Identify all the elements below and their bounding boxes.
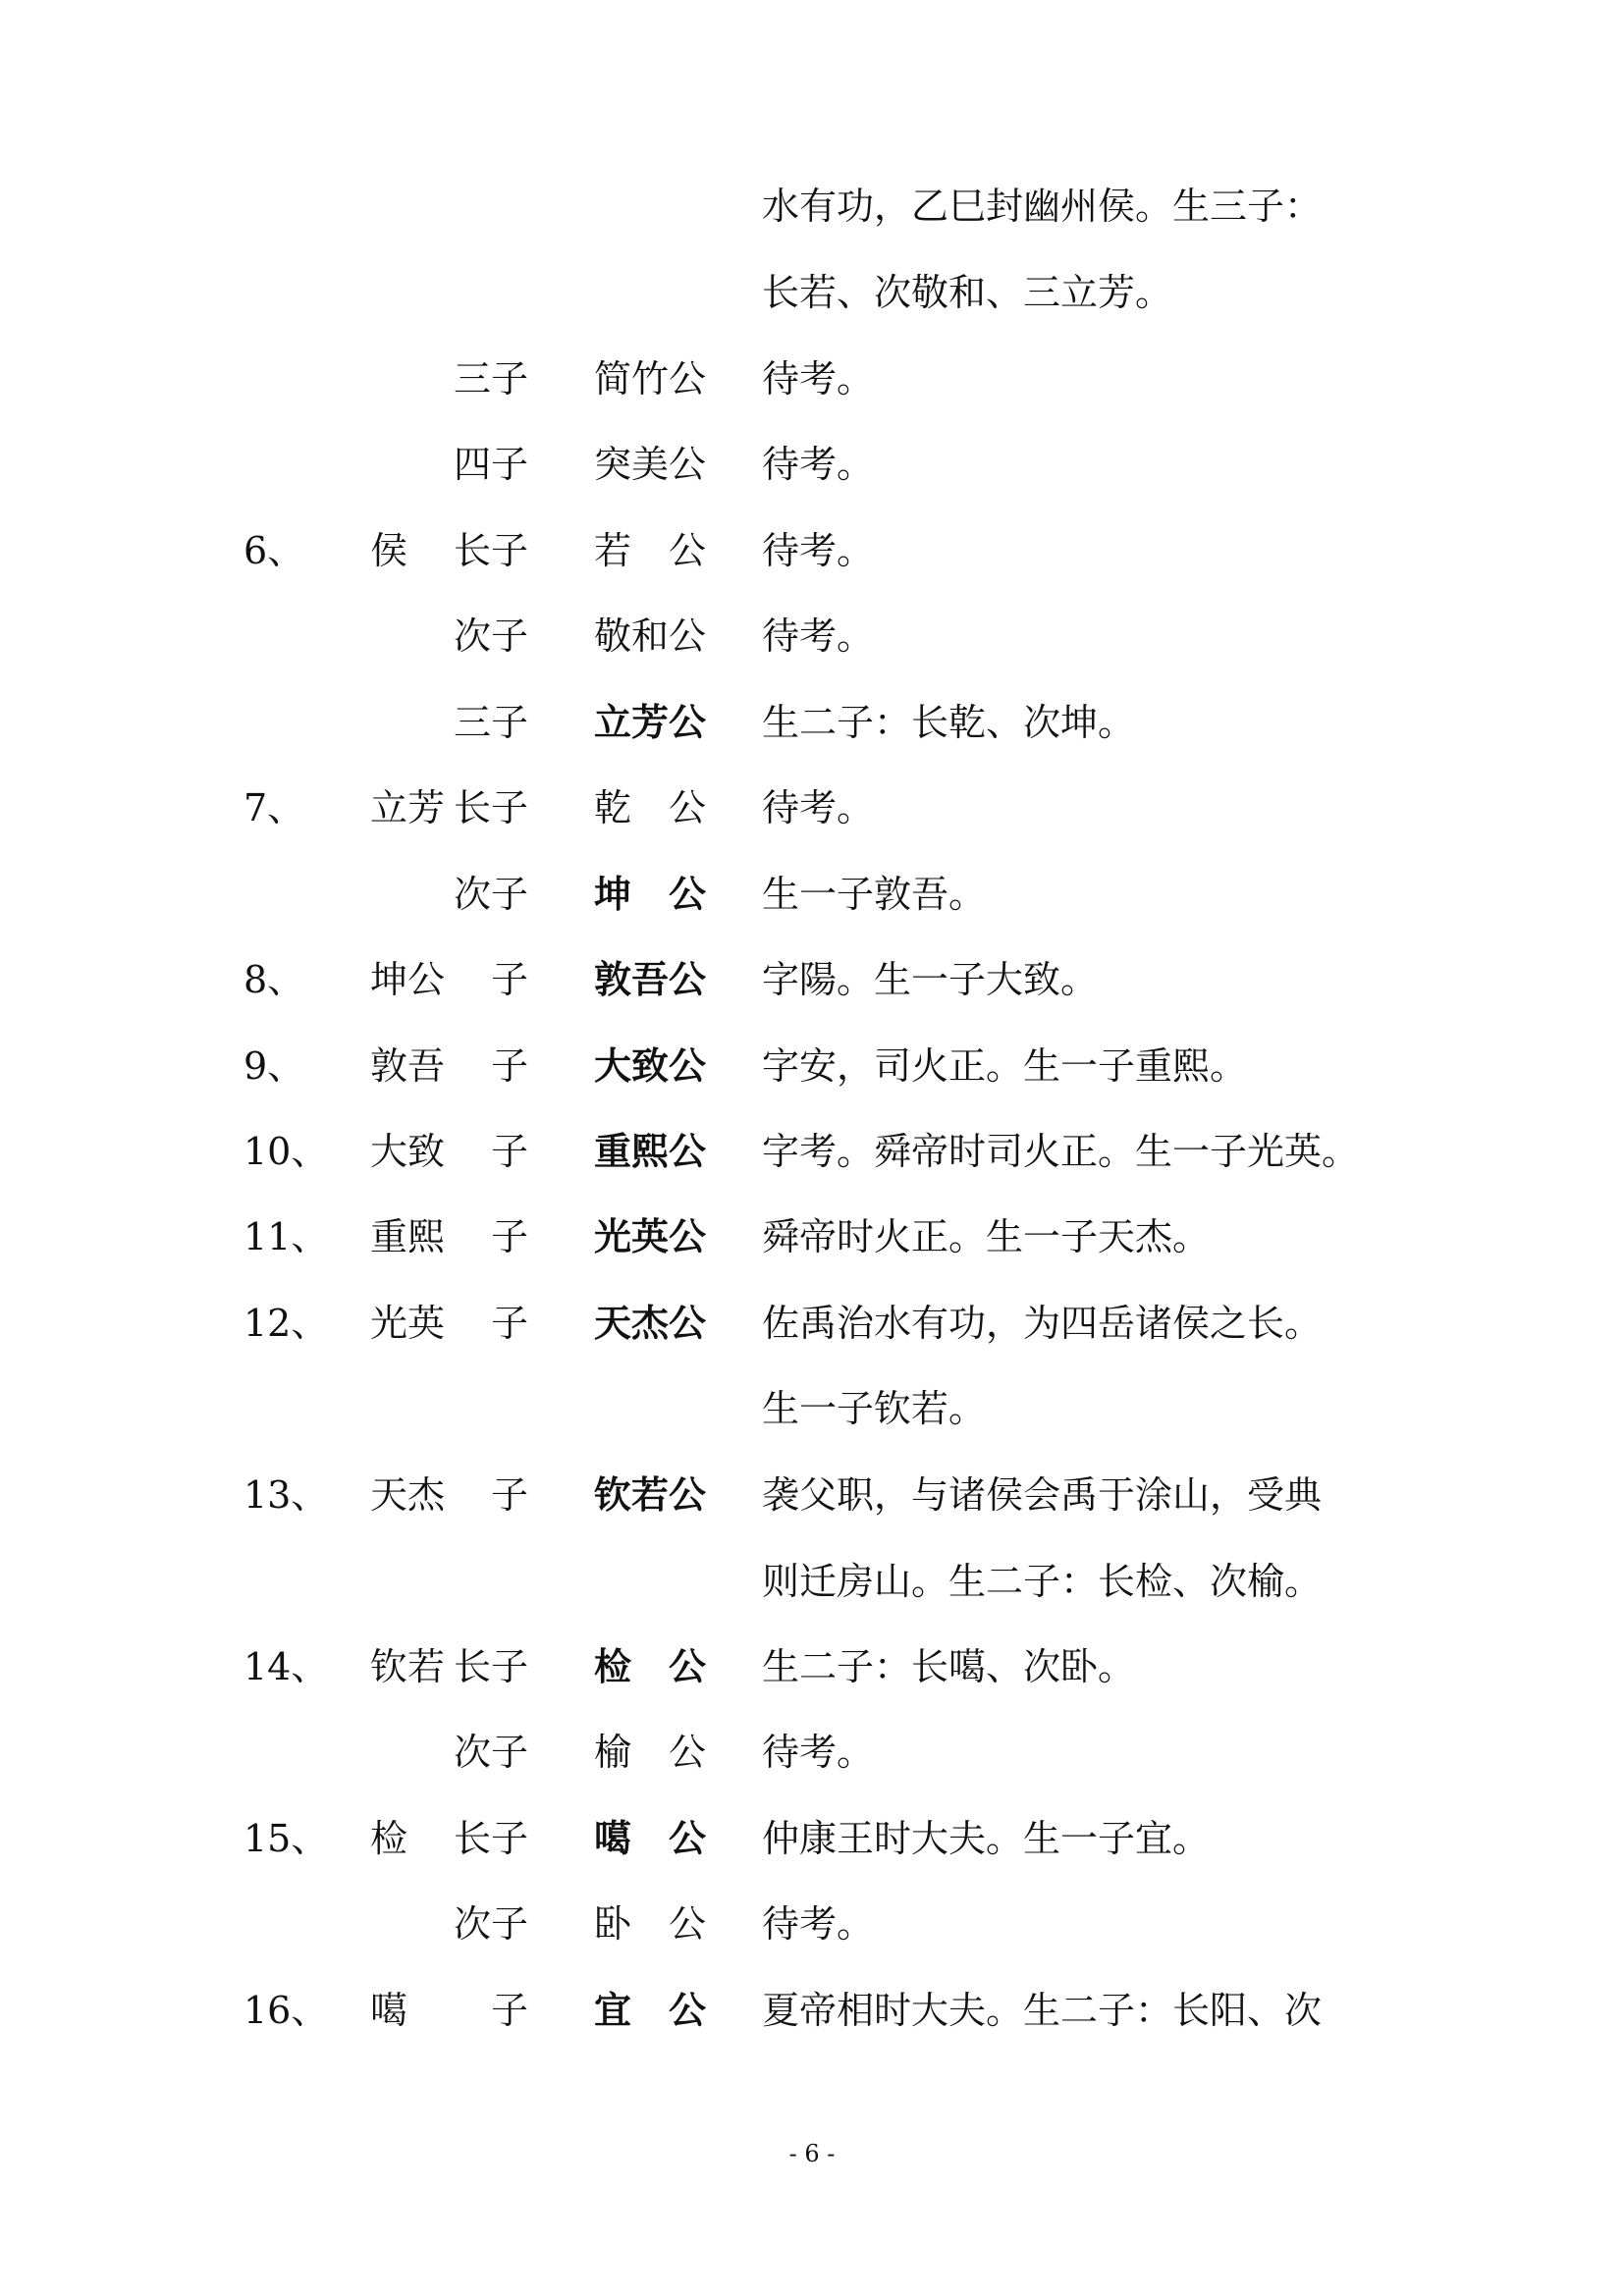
relation: 子 [454,1302,529,1345]
person-name: 光英公 [594,1214,707,1258]
father-name: 检 [370,1817,408,1860]
genealogy-row [0,1031,1624,1101]
generation-number: 15、 [244,1817,329,1860]
page-number: - 6 - [788,2140,836,2167]
description: 字安，司火正。生一子重熙。 [762,1044,1248,1088]
person-name: 噶 公 [594,1816,707,1860]
relation: 子 [454,1044,529,1088]
genealogy-row [0,601,1624,671]
relation: 长子 [454,786,529,829]
relation: 次子 [454,873,529,916]
genealogy-row [0,1288,1624,1359]
relation: 子 [454,1215,529,1258]
relation: 三子 [454,357,529,400]
description: 待考。 [762,614,875,658]
description: 佐禹治水有功，为四岳诸侯之长。 [762,1302,1323,1345]
father-name: 钦若 [370,1645,446,1688]
description: 待考。 [762,357,875,400]
person-name: 立芳公 [594,700,707,744]
genealogy-row [0,344,1624,414]
relation: 长子 [454,529,529,572]
person-name: 卧 公 [594,1902,707,1946]
genealogy-row [0,1803,1624,1874]
genealogy-row [0,1975,1624,2046]
description: 待考。 [762,1902,875,1946]
person-name: 乾 公 [594,786,707,829]
person-name: 榆 公 [594,1731,707,1774]
person-name: 若 公 [594,529,707,572]
person-name: 敬和公 [594,614,707,658]
genealogy-row [0,1201,1624,1272]
generation-number: 10、 [244,1130,329,1173]
father-name: 光英 [370,1302,446,1345]
relation: 子 [454,1989,529,2032]
father-name: 大致 [370,1130,446,1173]
relation: 长子 [454,1645,529,1688]
generation-number: 13、 [244,1473,329,1517]
person-name: 重熙公 [594,1129,707,1173]
person-name: 天杰公 [594,1301,707,1345]
genealogy-row [0,1373,1624,1444]
description: 仲康王时大夫。生一子宜。 [762,1817,1211,1860]
relation: 四子 [454,443,529,486]
relation: 次子 [454,614,529,658]
person-name: 突美公 [594,443,707,486]
generation-number: 12、 [244,1302,329,1345]
genealogy-row [0,257,1624,328]
relation: 次子 [454,1731,529,1774]
person-name: 坤 公 [594,872,707,916]
father-name: 立芳 [370,786,446,829]
description: 待考。 [762,529,875,572]
genealogy-row [0,1546,1624,1617]
person-name: 敦吾公 [594,957,707,1001]
genealogy-row [0,773,1624,843]
generation-number: 9、 [244,1044,305,1088]
father-name: 噶 [370,1989,408,2032]
father-name: 坤公 [370,958,446,1001]
description: 则迁房山。生二子：长检、次榆。 [762,1560,1323,1603]
genealogy-row [0,859,1624,930]
description: 夏帝相时大夫。生二子：长阳、次 [762,1989,1323,2032]
generation-number: 11、 [244,1215,329,1258]
description: 待考。 [762,786,875,829]
description: 舜帝时火正。生一子天杰。 [762,1215,1211,1258]
description: 水有功，乙巳封幽州侯。生三子： [762,185,1323,228]
description: 待考。 [762,1731,875,1774]
genealogy-row [0,687,1624,758]
generation-number: 8、 [244,958,305,1001]
description: 生二子：长乾、次坤。 [762,701,1136,744]
relation: 次子 [454,1902,529,1946]
relation: 子 [454,1473,529,1517]
genealogy-row [0,1889,1624,1959]
genealogy-row [0,1717,1624,1788]
relation: 子 [454,1130,529,1173]
father-name: 重熙 [370,1215,446,1258]
genealogy-row [0,1116,1624,1187]
generation-number: 16、 [244,1989,329,2032]
description: 生一子钦若。 [762,1387,987,1430]
person-name: 简竹公 [594,357,707,400]
person-name: 宜 公 [594,1988,707,2032]
relation: 子 [454,958,529,1001]
description: 字考。舜帝时司火正。生一子光英。 [762,1130,1360,1173]
genealogy-row [0,515,1624,586]
father-name: 天杰 [370,1473,446,1517]
generation-number: 7、 [244,786,305,829]
genealogy-row [0,1460,1624,1530]
genealogy-row [0,429,1624,500]
generation-number: 6、 [244,529,305,572]
genealogy-row [0,171,1624,241]
father-name: 敦吾 [370,1044,446,1088]
person-name: 钦若公 [594,1472,707,1517]
description: 长若、次敬和、三立芳。 [762,271,1173,314]
genealogy-row [0,1631,1624,1702]
relation: 三子 [454,701,529,744]
description: 袭父职，与诸侯会禹于涂山，受典 [762,1473,1323,1517]
relation: 长子 [454,1817,529,1860]
description: 字陽。生一子大致。 [762,958,1099,1001]
person-name: 大致公 [594,1043,707,1088]
father-name: 侯 [370,529,408,572]
generation-number: 14、 [244,1645,329,1688]
description: 生二子：长噶、次卧。 [762,1645,1136,1688]
description: 生一子敦吾。 [762,873,987,916]
description: 待考。 [762,443,875,486]
person-name: 检 公 [594,1644,707,1688]
genealogy-row [0,944,1624,1015]
